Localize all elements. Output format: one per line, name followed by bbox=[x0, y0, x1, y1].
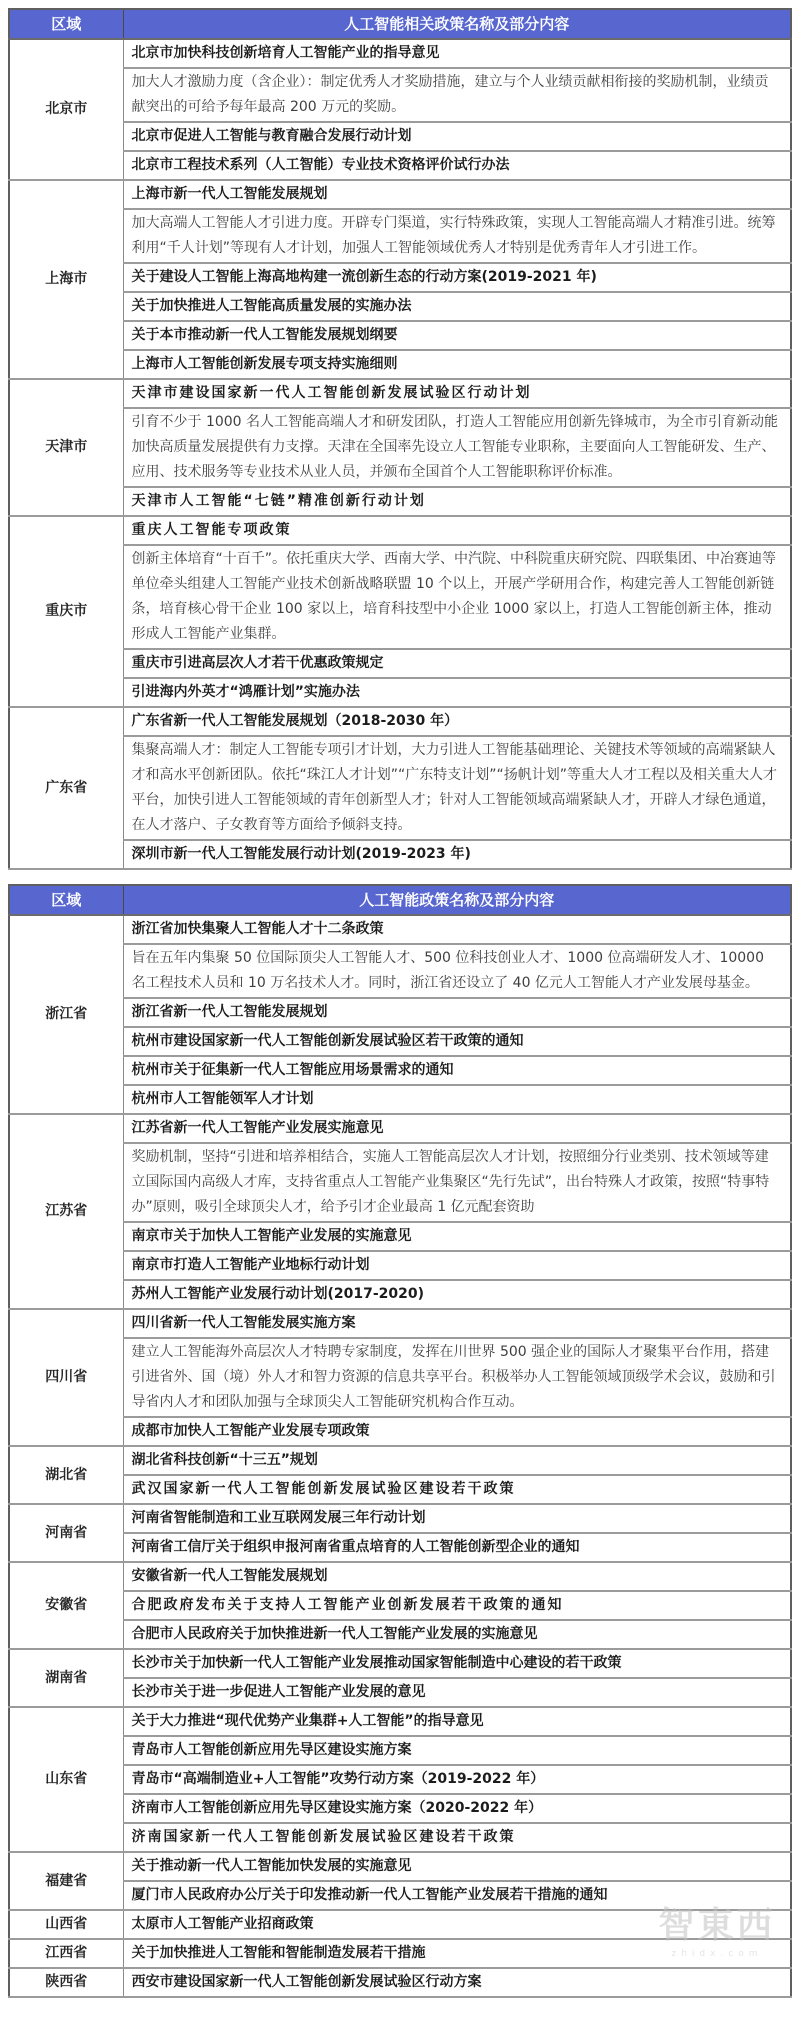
table-row bbox=[9, 1591, 791, 1620]
table-row bbox=[9, 1533, 791, 1562]
policy-title-cell: 河南省工信厅关于组织申报河南省重点培育的人工智能创新型企业的通知 bbox=[123, 1533, 791, 1562]
region-cell: 江苏省 bbox=[9, 1114, 123, 1309]
policy-title-cell: 关于加快推进人工智能高质量发展的实施办法 bbox=[123, 292, 791, 321]
table-row bbox=[9, 1056, 791, 1085]
region-cell: 四川省 bbox=[9, 1309, 123, 1446]
region-column-header: 区域 bbox=[9, 9, 123, 39]
policy-content-cell: 创新主体培育“十百千”。依托重庆大学、西南大学、中汽院、中科院重庆研究院、四联集团、中冶赛迪等单位牵头组建人工智能产业技术创新战略联盟 10 个以上，开展产学研用合作，构建完善人工智能创新链条，培育核心骨干企业 100 家以上，培育科技型中小企业 1000 家以上，打造人工智能创新主体，推动形成人工智能产业集群。 bbox=[123, 545, 791, 649]
policy-title-cell: 武汉国家新一代人工智能创新发展试验区建设若干政策 bbox=[123, 1475, 791, 1504]
table-row bbox=[9, 1939, 791, 1968]
table-row bbox=[9, 840, 791, 869]
policy-column-header: 人工智能相关政策名称及部分内容 bbox=[123, 9, 791, 39]
policy-content-cell: 引育不少于 1000 名人工智能高端人才和研发团队，打造人工智能应用创新先锋城市，为全市引育新动能加快高质量发展提供有力支撑。天津在全国率先设立人工智能专业职称，主要面向人工智能研发、生产、应用、技术服务等专业技术从业人员，并颁布全国首个人工智能职称评价标准。 bbox=[123, 408, 791, 487]
policy-content-cell: 集聚高端人才：制定人工智能专项引才计划，大力引进人工智能基础理论、关键技术等领域的高端紧缺人才和高水平创新团队。依托“珠江人才计划”“广东特支计划”“扬帆计划”等重大人才工程以及相关重大人才平台，加快引进人工智能领域的青年创新型人才；针对人工智能领域高端紧缺人才，开辟人才绿色通道，在人才落户、子女教育等方面给予倾斜支持。 bbox=[123, 736, 791, 840]
region-cell: 广东省 bbox=[9, 707, 123, 869]
policy-title-cell: 浙江省加快集聚人工智能人才十二条政策 bbox=[123, 915, 791, 944]
policy-title-cell: 河南省智能制造和工业互联网发展三年行动计划 bbox=[123, 1504, 791, 1533]
policy-title-cell: 上海市人工智能创新发展专项支持实施细则 bbox=[123, 350, 791, 379]
region-cell: 福建省 bbox=[9, 1852, 123, 1910]
table-row bbox=[9, 1562, 791, 1591]
policy-title-cell: 青岛市“高端制造业+人工智能”攻势行动方案（2019-2022 年） bbox=[123, 1765, 791, 1794]
policy-title-cell: 关于大力推进“现代优势产业集群+人工智能”的指导意见 bbox=[123, 1707, 791, 1736]
region-cell: 北京市 bbox=[9, 39, 123, 180]
watermark-subtext: zhidx.com bbox=[671, 1949, 763, 1959]
table-row bbox=[9, 209, 791, 263]
table-row bbox=[9, 1251, 791, 1280]
region-cell: 上海市 bbox=[9, 180, 123, 379]
policy-title-cell: 北京市工程技术系列（人工智能）专业技术资格评价试行办法 bbox=[123, 151, 791, 180]
policy-title-cell: 厦门市人民政府办公厅关于印发推动新一代人工智能产业发展若干措施的通知 bbox=[123, 1881, 791, 1910]
watermark-text: 智東西 bbox=[658, 1905, 776, 1946]
table-row bbox=[9, 944, 791, 998]
region-cell: 湖北省 bbox=[9, 1446, 123, 1504]
table-row bbox=[9, 1280, 791, 1309]
policy-content-cell: 加大高端人工智能人才引进力度。开辟专门渠道，实行特殊政策，实现人工智能高端人才精准引进。统筹利用“千人计划”等现有人才计划，加强人工智能领域优秀人才特别是优秀青年人才引进工作。 bbox=[123, 209, 791, 263]
table-row bbox=[9, 736, 791, 840]
policy-title-cell: 合肥政府发布关于支持人工智能产业创新发展若干政策的通知 bbox=[123, 1591, 791, 1620]
table-row bbox=[9, 487, 791, 516]
table-row bbox=[9, 350, 791, 379]
region-cell: 湖南省 bbox=[9, 1649, 123, 1707]
policy-title-cell: 合肥市人民政府关于加快推进新一代人工智能产业发展的实施意见 bbox=[123, 1620, 791, 1649]
table-row bbox=[9, 1446, 791, 1475]
policy-title-cell: 重庆人工智能专项政策 bbox=[123, 516, 791, 545]
region-cell: 浙江省 bbox=[9, 915, 123, 1114]
policy-title-cell: 太原市人工智能产业招商政策 bbox=[123, 1910, 791, 1939]
table-row bbox=[9, 1114, 791, 1143]
policy-title-cell: 济南国家新一代人工智能创新发展试验区建设若干政策 bbox=[123, 1823, 791, 1852]
table-row bbox=[9, 263, 791, 292]
policy-title-cell: 北京市促进人工智能与教育融合发展行动计划 bbox=[123, 122, 791, 151]
policy-title-cell: 长沙市关于加快新一代人工智能产业发展推动国家智能制造中心建设的若干政策 bbox=[123, 1649, 791, 1678]
policy-content-cell: 旨在五年内集聚 50 位国际顶尖人工智能人才、500 位科技创业人才、1000 位高端研发人才、10000 名工程技术人员和 10 万名技术人才。同时，浙江省还设立了 40 亿元人工智能人才产业发展母基金。 bbox=[123, 944, 791, 998]
table-row bbox=[9, 1417, 791, 1446]
policy-column-header: 人工智能政策名称及部分内容 bbox=[123, 885, 791, 915]
policy-title-cell: 关于加快推进人工智能和智能制造发展若干措施 bbox=[123, 1939, 791, 1968]
table-row bbox=[9, 649, 791, 678]
table-row bbox=[9, 1143, 791, 1222]
policy-title-cell: 天津市建设国家新一代人工智能创新发展试验区行动计划 bbox=[123, 379, 791, 408]
policy-title-cell: 成都市加快人工智能产业发展专项政策 bbox=[123, 1417, 791, 1446]
policy-title-cell: 深圳市新一代人工智能发展行动计划(2019-2023 年) bbox=[123, 840, 791, 869]
table-row bbox=[9, 1338, 791, 1417]
table-row bbox=[9, 39, 791, 68]
table-row bbox=[9, 915, 791, 944]
table-row bbox=[9, 1620, 791, 1649]
table-row bbox=[9, 1765, 791, 1794]
table-row bbox=[9, 1881, 791, 1910]
policy-title-cell: 青岛市人工智能创新应用先导区建设实施方案 bbox=[123, 1736, 791, 1765]
region-cell: 安徽省 bbox=[9, 1562, 123, 1649]
policy-title-cell: 关于建设人工智能上海高地构建一流创新生态的行动方案(2019-2021 年) bbox=[123, 263, 791, 292]
table-row bbox=[9, 292, 791, 321]
policy-title-cell: 四川省新一代人工智能发展实施方案 bbox=[123, 1309, 791, 1338]
table-row bbox=[9, 1309, 791, 1338]
table-row bbox=[9, 1222, 791, 1251]
table-row bbox=[9, 1707, 791, 1736]
policy-title-cell: 江苏省新一代人工智能产业发展实施意见 bbox=[123, 1114, 791, 1143]
region-cell: 天津市 bbox=[9, 379, 123, 516]
region-cell: 河南省 bbox=[9, 1504, 123, 1562]
policy-title-cell: 广东省新一代人工智能发展规划（2018-2030 年） bbox=[123, 707, 791, 736]
region-cell: 山西省 bbox=[9, 1910, 123, 1939]
policy-title-cell: 引进海内外英才“鸿雁计划”实施办法 bbox=[123, 678, 791, 707]
policy-title-cell: 重庆市引进高层次人才若干优惠政策规定 bbox=[123, 649, 791, 678]
table-row bbox=[9, 122, 791, 151]
table-row bbox=[9, 516, 791, 545]
table-row bbox=[9, 1678, 791, 1707]
table-row bbox=[9, 545, 791, 649]
table-row bbox=[9, 998, 791, 1027]
table-row bbox=[9, 321, 791, 350]
header-row bbox=[9, 9, 791, 39]
policy-title-cell: 济南市人工智能创新应用先导区建设实施方案（2020-2022 年） bbox=[123, 1794, 791, 1823]
policy-title-cell: 长沙市关于进一步促进人工智能产业发展的意见 bbox=[123, 1678, 791, 1707]
table-row bbox=[9, 1794, 791, 1823]
table-row bbox=[9, 678, 791, 707]
ai-policy-table-1 bbox=[8, 8, 792, 870]
table-row bbox=[9, 1968, 791, 1997]
policy-title-cell: 天津市人工智能“七链”精准创新行动计划 bbox=[123, 487, 791, 516]
table-row bbox=[9, 1823, 791, 1852]
policy-title-cell: 关于推动新一代人工智能加快发展的实施意见 bbox=[123, 1852, 791, 1881]
table-row bbox=[9, 1027, 791, 1056]
policy-content-cell: 加大人才激励力度（含企业）：制定优秀人才奖励措施，建立与个人业绩贡献相衔接的奖励机制，业绩贡献突出的可给予每年最高 200 万元的奖励。 bbox=[123, 68, 791, 122]
table-row bbox=[9, 1910, 791, 1939]
table-row bbox=[9, 68, 791, 122]
policy-title-cell: 苏州人工智能产业发展行动计划(2017-2020) bbox=[123, 1280, 791, 1309]
table-row bbox=[9, 1475, 791, 1504]
region-cell: 陕西省 bbox=[9, 1968, 123, 1997]
table-row bbox=[9, 1504, 791, 1533]
region-cell: 江西省 bbox=[9, 1939, 123, 1968]
table-row bbox=[9, 151, 791, 180]
table-row bbox=[9, 180, 791, 209]
header-row bbox=[9, 885, 791, 915]
table-row bbox=[9, 707, 791, 736]
policy-title-cell: 西安市建设国家新一代人工智能创新发展试验区行动方案 bbox=[123, 1968, 791, 1997]
table-row bbox=[9, 1736, 791, 1765]
ai-policy-table-2 bbox=[8, 884, 792, 1998]
region-cell: 山东省 bbox=[9, 1707, 123, 1852]
policy-content-cell: 建立人工智能海外高层次人才特聘专家制度，发挥在川世界 500 强企业的国际人才聚集平台作用，搭建引进省外、国（境）外人才和智力资源的信息共享平台。积极举办人工智能领域顶级学术会议，鼓励和引导省内人才和团队加强与全球顶尖人工智能研究机构合作互动。 bbox=[123, 1338, 791, 1417]
table-row bbox=[9, 1852, 791, 1881]
policy-title-cell: 关于本市推动新一代人工智能发展规划纲要 bbox=[123, 321, 791, 350]
policy-title-cell: 南京市打造人工智能产业地标行动计划 bbox=[123, 1251, 791, 1280]
policy-title-cell: 南京市关于加快人工智能产业发展的实施意见 bbox=[123, 1222, 791, 1251]
policy-title-cell: 北京市加快科技创新培育人工智能产业的指导意见 bbox=[123, 39, 791, 68]
table-row bbox=[9, 1085, 791, 1114]
policy-title-cell: 浙江省新一代人工智能发展规划 bbox=[123, 998, 791, 1027]
table-row bbox=[9, 1649, 791, 1678]
table-row bbox=[9, 379, 791, 408]
policy-title-cell: 上海市新一代人工智能发展规划 bbox=[123, 180, 791, 209]
policy-title-cell: 杭州市关于征集新一代人工智能应用场景需求的通知 bbox=[123, 1056, 791, 1085]
policy-title-cell: 安徽省新一代人工智能发展规划 bbox=[123, 1562, 791, 1591]
policy-title-cell: 杭州市建设国家新一代人工智能创新发展试验区若干政策的通知 bbox=[123, 1027, 791, 1056]
region-column-header: 区域 bbox=[9, 885, 123, 915]
policy-content-cell: 奖励机制，坚持“引进和培养相结合，实施人工智能高层次人才计划，按照细分行业类别、技术领域等建立国际国内高级人才库，支持省重点人工智能产业集聚区“先行先试”，出台特殊人才政策，按照“特事特办”原则，吸引全球顶尖人才，给予引才企业最高 1 亿元配套资助 bbox=[123, 1143, 791, 1222]
policy-title-cell: 湖北省科技创新“十三五”规划 bbox=[123, 1446, 791, 1475]
table-row bbox=[9, 408, 791, 487]
policy-title-cell: 杭州市人工智能领军人才计划 bbox=[123, 1085, 791, 1114]
region-cell: 重庆市 bbox=[9, 516, 123, 707]
